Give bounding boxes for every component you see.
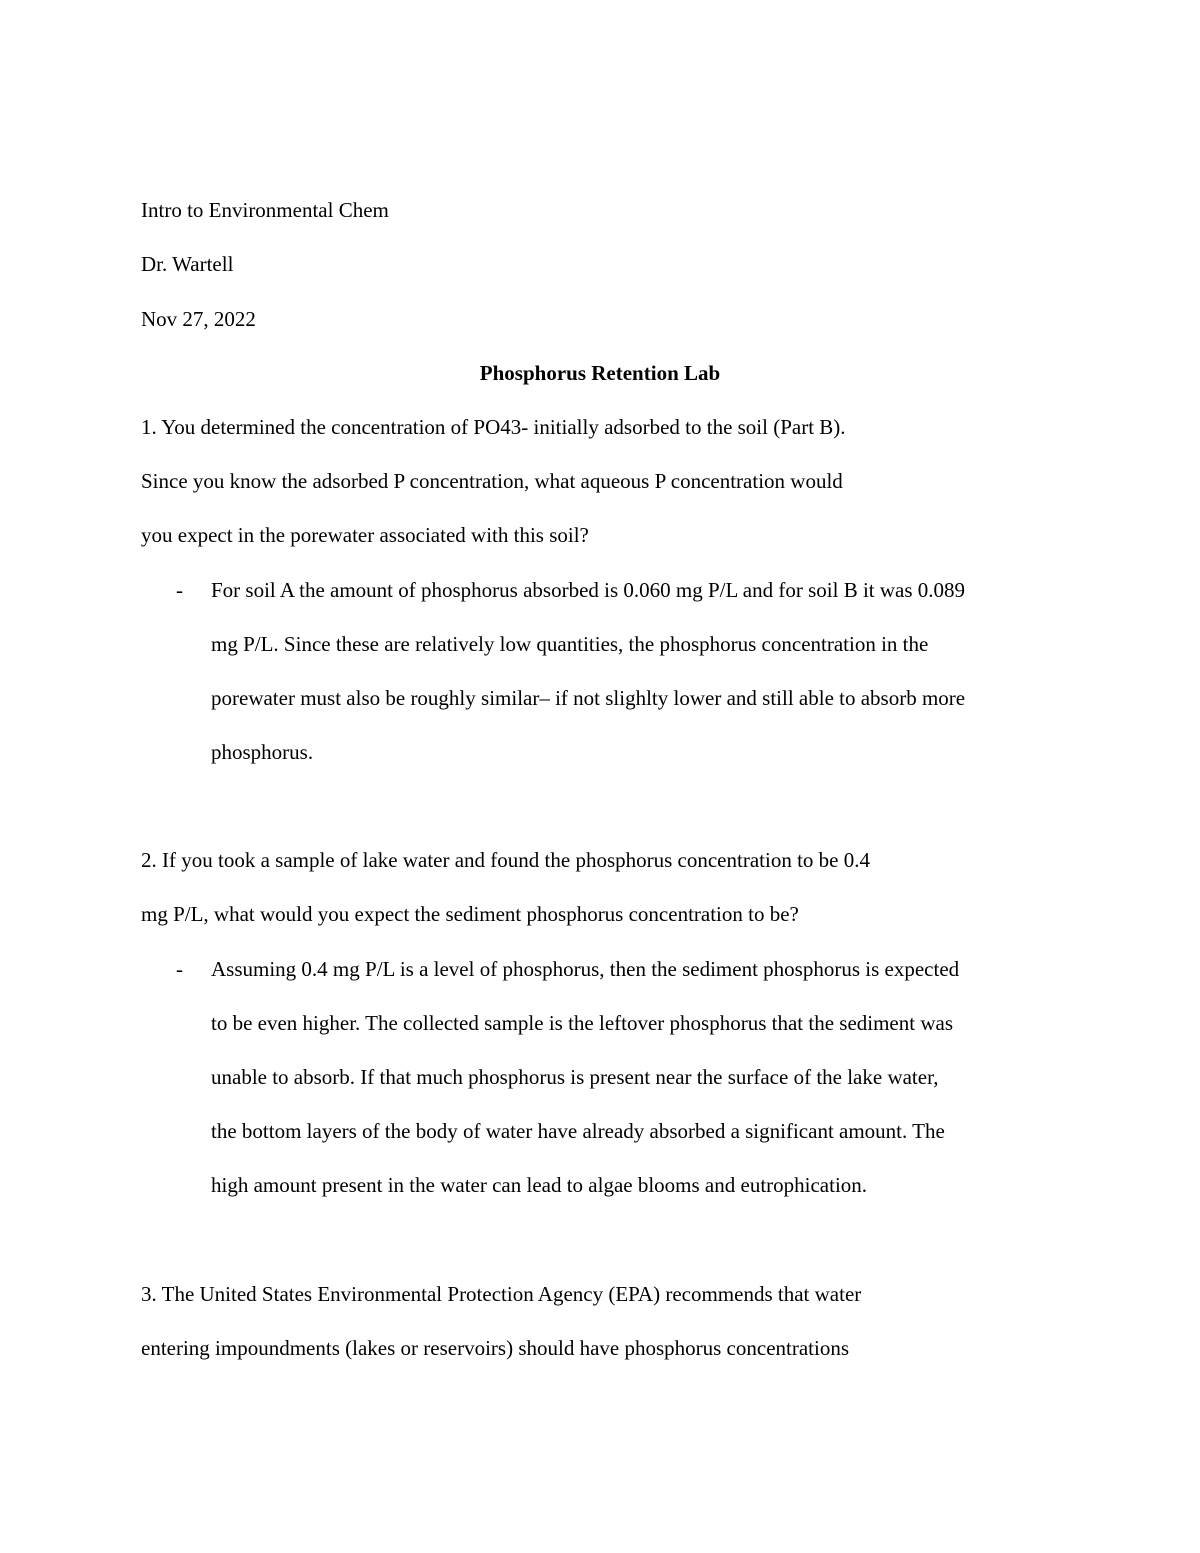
q1-answer-line-2: mg P/L. Since these are relatively low quantities, the phosphorus concentration in the	[211, 632, 929, 656]
q3-line-1: 3. The United States Environmental Protection Agency (EPA) recommends that water	[141, 1282, 862, 1306]
q1-answer-line-3: porewater must also be roughly similar– if not slighlty lower and still able to absorb more	[211, 686, 966, 710]
q2-answer-line-1: Assuming 0.4 mg P/L is a level of phosphorus, then the sediment phosphorus is expected	[211, 957, 960, 981]
q2-answer-line-4: the bottom layers of the body of water have already absorbed a significant amount. The	[211, 1119, 945, 1143]
q1-line-1: 1. You determined the concentration of PO43- initially adsorbed to the soil (Part B).	[141, 415, 846, 439]
course-name: Intro to Environmental Chem	[141, 198, 389, 222]
q2-answer-line-2: to be even higher. The collected sample is the leftover phosphorus that the sediment was	[211, 1011, 953, 1035]
q1-line-2: Since you know the adsorbed P concentration, what aqueous P concentration would	[141, 469, 843, 493]
q2-line-2: mg P/L, what would you expect the sediment phosphorus concentration to be?	[141, 902, 799, 926]
q1-bullet: -	[176, 578, 183, 602]
q2-bullet: -	[176, 957, 183, 981]
q2-answer-line-5: high amount present in the water can lead to algae blooms and eutrophication.	[211, 1173, 868, 1197]
document-date: Nov 27, 2022	[141, 307, 256, 331]
q1-answer-line-1: For soil A the amount of phosphorus absorbed is 0.060 mg P/L and for soil B it was 0.089	[211, 578, 966, 602]
q1-answer-line-4: phosphorus.	[211, 740, 314, 764]
document-title: Phosphorus Retention Lab	[479, 361, 721, 385]
q1-line-3: you expect in the porewater associated with this soil?	[141, 523, 589, 547]
q3-line-2: entering impoundments (lakes or reservoirs) should have phosphorus concentrations	[141, 1336, 850, 1360]
instructor-name: Dr. Wartell	[141, 252, 234, 276]
q2-line-1: 2. If you took a sample of lake water and found the phosphorus concentration to be 0.4	[141, 848, 870, 872]
q2-answer-line-3: unable to absorb. If that much phosphorus is present near the surface of the lake water,	[211, 1065, 939, 1089]
